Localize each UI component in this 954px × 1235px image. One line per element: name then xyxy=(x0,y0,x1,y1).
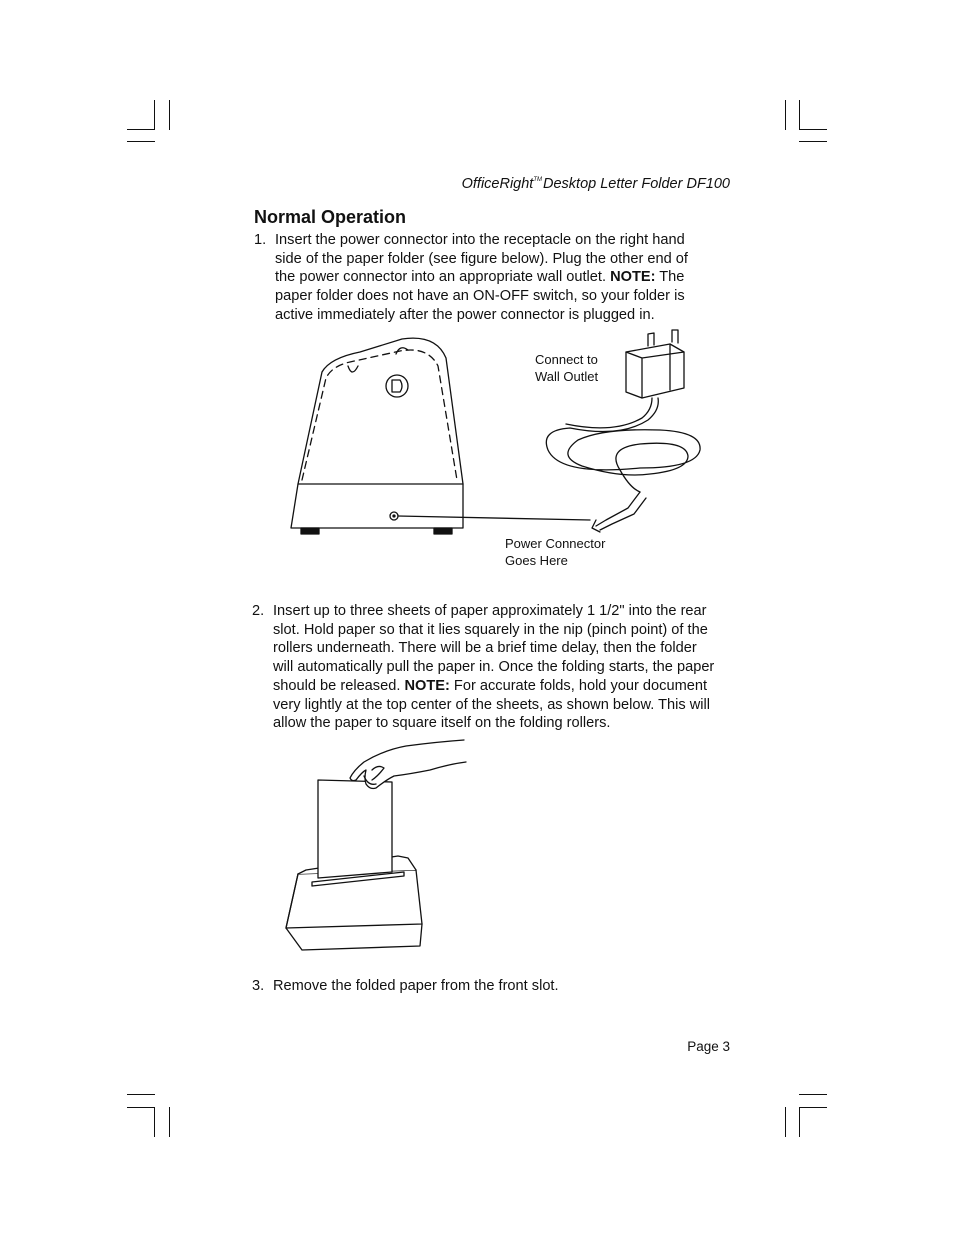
step-line: will automatically pull the paper in. Once the folding starts, the paper xyxy=(273,659,715,676)
step-text: Remove the folded paper from the front slot. xyxy=(273,978,559,994)
step-number: 1. xyxy=(254,232,267,248)
step-line-text: the power connector into an appropriate wall outlet. xyxy=(275,269,606,286)
step-number: 2. xyxy=(252,603,265,619)
step-line: side of the paper folder (see figure below). Plug the other end of xyxy=(275,250,688,267)
label-line: Connect to xyxy=(535,352,598,367)
step-line: rollers underneath. There will be a brief time delay, then the folder xyxy=(273,640,697,657)
step-line: Insert up to three sheets of paper approximately 1 1/2" into the rear xyxy=(273,603,707,619)
step-line: paper folder does not have an ON-OFF switch, so your folder is xyxy=(275,288,685,305)
label-line: Wall Outlet xyxy=(535,368,599,384)
label-line: Power Connector xyxy=(505,536,606,551)
step-line-text: should be released. xyxy=(273,677,401,694)
note-tail: The xyxy=(659,269,685,286)
step-line: slot. Hold paper so that it lies squarely in the nip (pinch point) of the xyxy=(273,621,708,638)
note-label: NOTE: xyxy=(404,677,450,694)
page-number: Page 3 xyxy=(687,1039,730,1054)
paper-sheet xyxy=(318,780,392,878)
step-number: 3. xyxy=(252,978,265,994)
label-line: Goes Here xyxy=(505,552,568,568)
step-line: very lightly at the top center of the sheets, as shown below. This will xyxy=(273,696,710,713)
trademark-mark: TM xyxy=(533,177,543,183)
step-line-text: For accurate folds, hold your document xyxy=(453,677,708,694)
section-title: Normal Operation xyxy=(254,207,407,227)
step-line: allow the paper to square itself on the folding rollers. xyxy=(273,715,611,732)
step-line: Insert the power connector into the receptacle on the right hand xyxy=(275,232,685,248)
header-product: OfficeRight xyxy=(461,176,534,192)
step-line: active immediately after the power connector is plugged in. xyxy=(275,306,655,323)
note-label: NOTE: xyxy=(610,269,656,286)
header-title: Desktop Letter Folder DF100 xyxy=(543,176,730,192)
